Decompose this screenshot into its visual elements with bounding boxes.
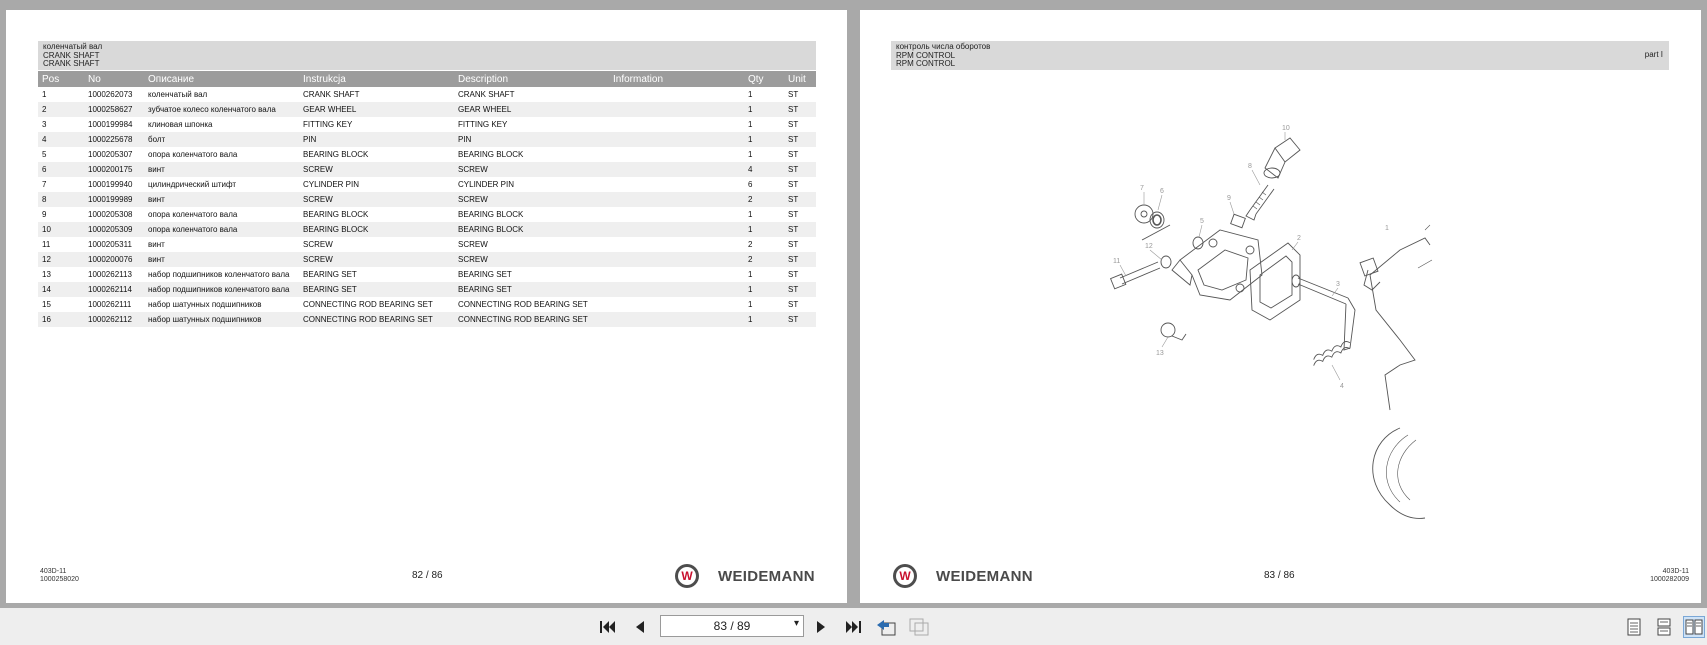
cell-information: [609, 312, 744, 327]
header-opisanie: Описание: [144, 71, 299, 87]
cell-unit: ST: [784, 162, 816, 177]
go-forward-view-icon[interactable]: [908, 616, 930, 638]
part-6-nut: [1150, 212, 1164, 228]
table-row: [38, 87, 816, 102]
cell-no: 1000258627: [84, 102, 144, 117]
cell-opisanie: опора коленчатого вала: [144, 222, 299, 237]
cell-unit: ST: [788, 300, 799, 309]
part-label: part I: [1644, 50, 1663, 59]
cell-pos: 16: [38, 312, 84, 327]
cell-no: 1000262112: [84, 312, 144, 327]
parts-table: [38, 71, 816, 327]
cell-qty: 1: [748, 210, 753, 219]
cell-description: BEARING BLOCK: [454, 222, 609, 237]
footer-model: 403D-11: [1662, 568, 1689, 575]
cell-instrukcja: BEARING SET: [303, 270, 357, 279]
cell-opisanie: винт: [144, 252, 299, 267]
callout-6: 6: [1160, 188, 1164, 195]
cell-instrukcja: BEARING BLOCK: [303, 210, 369, 219]
cell-description: SCREW: [454, 192, 609, 207]
footer-doc-code: [1650, 568, 1689, 584]
cell-qty: 1: [744, 222, 784, 237]
title-line-ru: контроль числа оборотов: [896, 42, 991, 51]
single-page-view-icon[interactable]: [1623, 616, 1645, 638]
cell-pos: 10: [38, 222, 84, 237]
cell-description: BEARING BLOCK: [458, 150, 524, 159]
brand-name: WEIDEMANN: [718, 567, 815, 585]
cell-no: 1000205309: [84, 222, 144, 237]
cell-description: GEAR WHEEL: [454, 102, 609, 117]
cell-instrukcja: SCREW: [299, 162, 454, 177]
cell-pos: 15: [42, 300, 51, 309]
cell-no: 1000262111: [88, 300, 132, 309]
part-12-washer: [1161, 256, 1171, 268]
callout-11: 11: [1113, 258, 1121, 265]
table-row: [38, 282, 816, 297]
callout-12: 12: [1145, 243, 1153, 250]
cell-unit: ST: [788, 240, 799, 249]
callout-10: 10: [1282, 125, 1290, 132]
cell-opisanie: винт: [144, 162, 299, 177]
cell-instrukcja: BEARING BLOCK: [303, 150, 369, 159]
cell-pos: 7: [42, 180, 47, 189]
cell-information: [609, 162, 744, 177]
callout-1: 1: [1385, 225, 1389, 232]
cell-no: 1000205308: [88, 210, 133, 219]
footer-doc-number: 1000282009: [1650, 576, 1689, 583]
cell-unit: ST: [788, 180, 799, 189]
header-qty: Qty: [744, 71, 784, 87]
footer-model: 403D-11: [40, 568, 67, 575]
callout-3: 3: [1336, 281, 1340, 288]
cell-instrukcja: CONNECTING ROD BEARING SET: [303, 300, 433, 309]
cell-unit: ST: [788, 90, 799, 99]
cell-opisanie: клиновая шпонка: [148, 120, 213, 129]
brand-logo: [893, 563, 1033, 589]
header-information: Information: [609, 71, 744, 87]
cell-instrukcja: GEAR WHEEL: [299, 102, 454, 117]
table-row: [38, 252, 816, 267]
cell-opisanie: цилиндрический штифт: [148, 180, 237, 189]
cell-pos: 13: [42, 270, 51, 279]
cell-unit: ST: [784, 282, 816, 297]
cell-description: PIN: [454, 132, 609, 147]
cell-unit: ST: [788, 120, 799, 129]
table-row: [38, 297, 816, 312]
table-row: [38, 177, 816, 192]
cell-opisanie: набор подшипников коленчатого вала: [144, 282, 299, 297]
part-3-lever: [1292, 275, 1355, 350]
footer-doc-number: 1000258020: [40, 576, 79, 583]
first-page-icon[interactable]: [597, 616, 619, 638]
cell-qty: 1: [748, 300, 753, 309]
part-1-housing: [1360, 225, 1432, 518]
table-row: [38, 102, 816, 117]
cell-opisanie: набор подшипников коленчатого вала: [148, 270, 290, 279]
page-field-value: 83 / 89: [713, 619, 751, 633]
table-header-row: [38, 71, 816, 87]
title-line-en-1: CRANK SHAFT: [43, 50, 100, 60]
cell-description: CYLINDER PIN: [458, 180, 515, 189]
table-row: [38, 147, 816, 162]
cell-opisanie: опора коленчатого вала: [148, 210, 238, 219]
table-row: [38, 312, 816, 327]
cell-opisanie: набор шатунных подшипников: [144, 312, 299, 327]
callout-8: 8: [1248, 163, 1252, 170]
cell-no: 1000262073: [88, 90, 133, 99]
cell-unit: ST: [784, 222, 816, 237]
cell-information: [609, 87, 744, 102]
callout-7: 7: [1140, 185, 1144, 192]
cell-qty: 1: [748, 150, 753, 159]
cell-unit: ST: [788, 210, 799, 219]
cell-no: 1000200076: [84, 252, 144, 267]
table-row: [38, 162, 816, 177]
cell-unit: ST: [784, 312, 816, 327]
chevron-down-icon[interactable]: ▾: [793, 618, 799, 629]
cell-unit: ST: [788, 270, 799, 279]
cell-no: 1000200175: [84, 162, 144, 177]
cell-instrukcja: FITTING KEY: [303, 120, 353, 129]
cell-pos: 12: [38, 252, 84, 267]
bearing-block: [1172, 230, 1262, 300]
page-number-field[interactable]: [660, 615, 804, 637]
continuous-view-icon[interactable]: [1653, 616, 1675, 638]
cell-qty: 2: [748, 240, 753, 249]
previous-page-icon[interactable]: [629, 616, 651, 638]
cell-unit: ST: [784, 252, 816, 267]
part-9-spacer: [1231, 214, 1246, 228]
callout-2: 2: [1297, 235, 1301, 242]
cell-instrukcja: PIN: [299, 132, 454, 147]
table-row: [38, 237, 816, 252]
cell-opisanie: винт: [144, 192, 299, 207]
brand-logo: [675, 563, 815, 589]
cell-information: [609, 207, 744, 222]
cell-pos: 9: [42, 210, 47, 219]
cell-pos: 6: [38, 162, 84, 177]
part-8-bolt: [1246, 185, 1274, 220]
cell-qty: 1: [744, 132, 784, 147]
cell-information: [609, 117, 744, 132]
table-row: [38, 192, 816, 207]
last-page-icon[interactable]: [842, 616, 864, 638]
cell-information: [609, 192, 744, 207]
cell-information: [609, 297, 744, 312]
cell-instrukcja: CONNECTING ROD BEARING SET: [299, 312, 454, 327]
cell-opisanie: болт: [144, 132, 299, 147]
cell-qty: 1: [744, 102, 784, 117]
cell-description: CONNECTING ROD BEARING SET: [458, 300, 588, 309]
header-no: No: [84, 71, 144, 87]
callout-labels: [1113, 125, 1389, 390]
cell-description: SCREW: [454, 162, 609, 177]
cell-information: [609, 222, 744, 237]
part-13-screw: [1161, 323, 1186, 340]
cell-description: SCREW: [458, 240, 488, 249]
callout-5: 5: [1200, 218, 1204, 225]
go-back-view-icon[interactable]: [875, 616, 897, 638]
cell-opisanie: винт: [148, 240, 165, 249]
table-row: [38, 132, 816, 147]
cell-description: BEARING SET: [458, 270, 512, 279]
cell-pos: 8: [38, 192, 84, 207]
table-row: [38, 207, 816, 222]
cell-qty: 1: [748, 270, 753, 279]
cell-unit: ST: [784, 102, 816, 117]
cell-instrukcja: SCREW: [299, 252, 454, 267]
table-row: [38, 117, 816, 132]
cell-no: 1000262114: [84, 282, 144, 297]
title-line-ru: коленчатый вал: [43, 42, 103, 51]
part-2-gasket: [1250, 243, 1300, 320]
cell-qty: 1: [744, 312, 784, 327]
table-row: [38, 222, 816, 237]
cell-pos: 3: [42, 120, 47, 129]
cell-opisanie: зубчатое колесо коленчатого вала: [144, 102, 299, 117]
part-10-knob: [1264, 138, 1300, 178]
title-line-en-1: RPM CONTROL: [896, 50, 956, 60]
title-line-en-2: RPM CONTROL: [896, 59, 956, 68]
parts-table-body: [38, 87, 816, 327]
cell-information: [609, 282, 744, 297]
weidemann-logo-icon: W: [675, 564, 699, 588]
header-description: Description: [454, 71, 609, 87]
section-title-box: [891, 41, 1669, 70]
header-pos: Pos: [38, 71, 84, 87]
footer-doc-code: [40, 568, 79, 584]
viewer-toolbar: [0, 608, 1707, 645]
cell-instrukcja: CRANK SHAFT: [303, 90, 360, 99]
cell-unit: ST: [788, 150, 799, 159]
cell-pos: 2: [38, 102, 84, 117]
header-unit: Unit: [784, 71, 816, 87]
cell-pos: 4: [38, 132, 84, 147]
cell-no: 1000225678: [84, 132, 144, 147]
cell-no: 1000199984: [88, 120, 133, 129]
cell-opisanie: опора коленчатого вала: [148, 150, 238, 159]
callout-13: 13: [1156, 350, 1164, 357]
cell-description: BEARING BLOCK: [458, 210, 524, 219]
cell-no: 1000262113: [88, 270, 132, 279]
cell-description: FITTING KEY: [458, 120, 508, 129]
cell-description: CONNECTING ROD BEARING SET: [454, 312, 609, 327]
cell-pos: 1: [42, 90, 47, 99]
table-row: [38, 267, 816, 282]
brand-name: WEIDEMANN: [936, 567, 1033, 585]
callout-4: 4: [1340, 383, 1344, 390]
cell-qty: 4: [744, 162, 784, 177]
right-page: [860, 10, 1701, 603]
cell-unit: ST: [784, 132, 816, 147]
callout-leaders: [1120, 132, 1340, 380]
cell-no: 1000205307: [88, 150, 133, 159]
cell-description: CRANK SHAFT: [458, 90, 515, 99]
exploded-parts-diagram: [1100, 110, 1440, 530]
part-11-bolt: [1111, 262, 1160, 289]
left-page: [6, 10, 847, 603]
cell-qty: 2: [744, 192, 784, 207]
cell-opisanie: коленчатый вал: [148, 90, 208, 99]
next-page-icon[interactable]: [810, 616, 832, 638]
cell-information: [609, 267, 744, 282]
weidemann-logo-icon: W: [893, 564, 917, 588]
cell-qty: 1: [744, 282, 784, 297]
cell-instrukcja: SCREW: [303, 240, 333, 249]
cell-information: [609, 177, 744, 192]
cell-information: [609, 237, 744, 252]
callout-9: 9: [1227, 195, 1231, 202]
cell-pos: 11: [42, 240, 51, 249]
cell-information: [609, 132, 744, 147]
page-number: 82 / 86: [412, 570, 443, 581]
title-line-en-2: CRANK SHAFT: [43, 59, 100, 68]
cell-opisanie: набор шатунных подшипников: [148, 300, 262, 309]
cell-description: BEARING SET: [454, 282, 609, 297]
cell-description: SCREW: [454, 252, 609, 267]
section-title-box: [38, 41, 816, 70]
cell-instrukcja: BEARING BLOCK: [299, 222, 454, 237]
cell-unit: ST: [784, 192, 816, 207]
cell-instrukcja: SCREW: [299, 192, 454, 207]
cell-qty: 2: [744, 252, 784, 267]
cell-instrukcja: BEARING SET: [299, 282, 454, 297]
page-number: 83 / 86: [1264, 570, 1295, 581]
cell-information: [609, 147, 744, 162]
part-5-washer: [1193, 237, 1203, 249]
cell-no: 1000199940: [88, 180, 133, 189]
header-instrukcja: Instrukcja: [299, 71, 454, 87]
cell-no: 1000199989: [84, 192, 144, 207]
facing-pages-icon[interactable]: [1683, 616, 1705, 638]
cell-qty: 6: [748, 180, 753, 189]
cell-pos: 14: [38, 282, 84, 297]
cell-instrukcja: CYLINDER PIN: [303, 180, 360, 189]
cell-pos: 5: [42, 150, 47, 159]
cell-information: [609, 252, 744, 267]
cell-qty: 1: [748, 90, 753, 99]
cell-information: [609, 102, 744, 117]
cell-no: 1000205311: [88, 240, 132, 249]
cell-qty: 1: [748, 120, 753, 129]
